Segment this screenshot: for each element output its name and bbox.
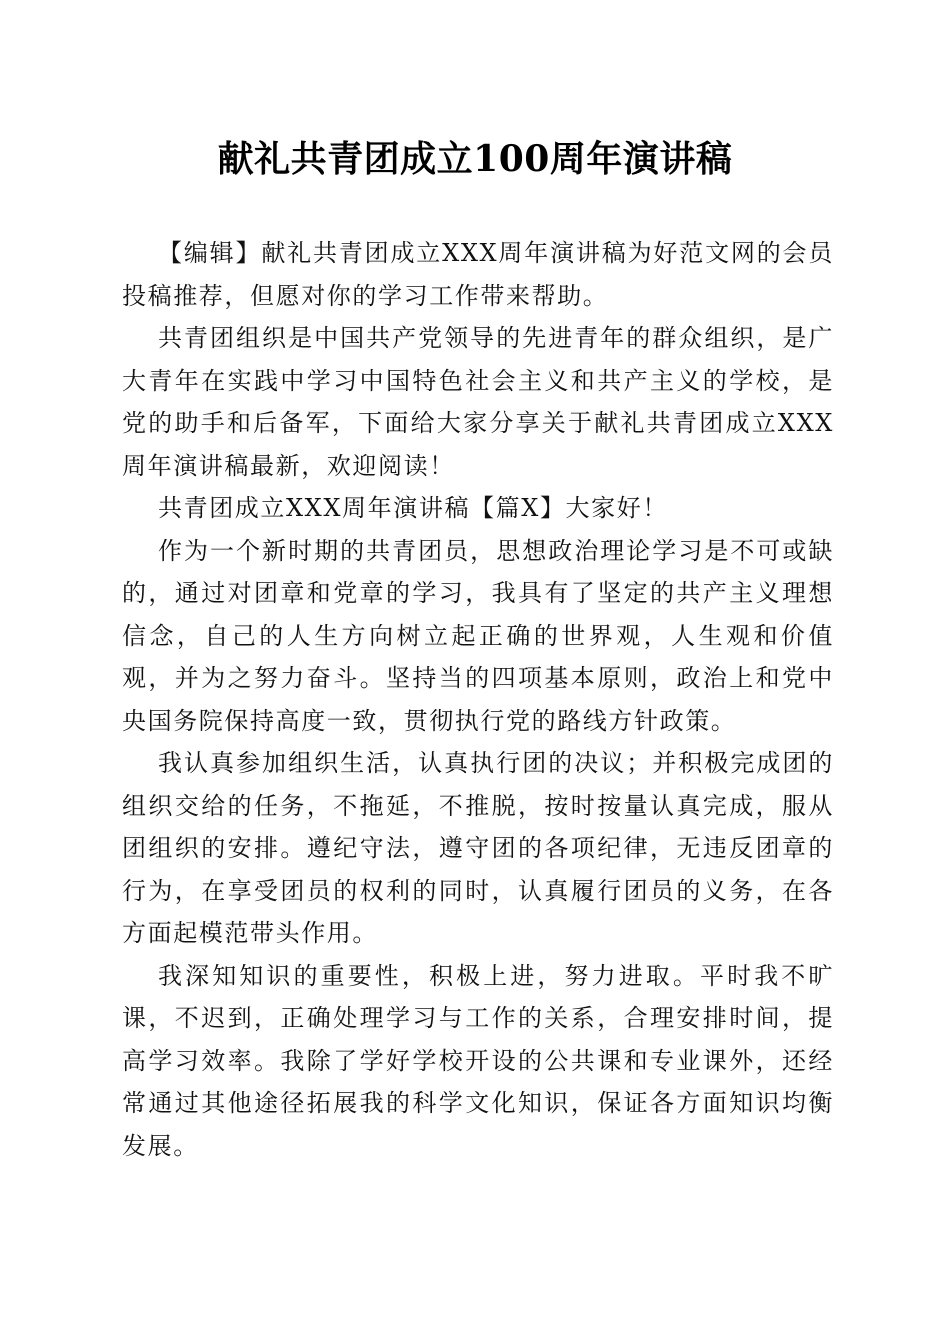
paragraph-editor-note: 【编辑】献礼共青团成立XXX周年演讲稿为好范文网的会员投稿推荐，但愿对你的学习工作带来帮助。	[122, 239, 834, 310]
paragraph-organization: 我认真参加组织生活，认真执行团的决议；并积极完成团的组织交给的任务，不拖延，不推脱，按时按量认真完成，服从团组织的安排。遵纪守法，遵守团的各项纪律，无违反团章的行为，在享受团员的权利的同时，认真履行团员的义务，在各方面起模范带头作用。	[122, 749, 834, 947]
document-body	[122, 232, 834, 1167]
paragraph-ideology: 作为一个新时期的共青团员，思想政治理论学习是不可或缺的，通过对团章和党章的学习，我具有了坚定的共产主义理想信念，自己的人生方向树立起正确的世界观，人生观和价值观，并为之努力奋斗。坚持当的四项基本原则，政治上和党中央国务院保持高度一致，贯彻执行党的路线方针政策。	[122, 536, 834, 735]
paragraph-section-heading: 共青团成立XXX周年演讲稿【篇X】大家好！	[158, 494, 668, 522]
paragraph-intro: 共青团组织是中国共产党领导的先进青年的群众组织，是广大青年在实践中学习中国特色社会主义和共产主义的学校，是党的助手和后备军，下面给大家分享关于献礼共青团成立XXX周年演讲稿最新，欢迎阅读！	[122, 324, 834, 480]
document-title: 献礼共青团成立100周年演讲稿	[217, 138, 733, 180]
paragraph-study: 我深知知识的重要性，积极上进，努力进取。平时我不旷课，不迟到，正确处理学习与工作的关系，合理安排时间，提高学习效率。我除了学好学校开设的公共课和专业课外，还经常通过其他途径拓展我的科学文化知识，保证各方面知识均衡发展。	[122, 961, 834, 1160]
